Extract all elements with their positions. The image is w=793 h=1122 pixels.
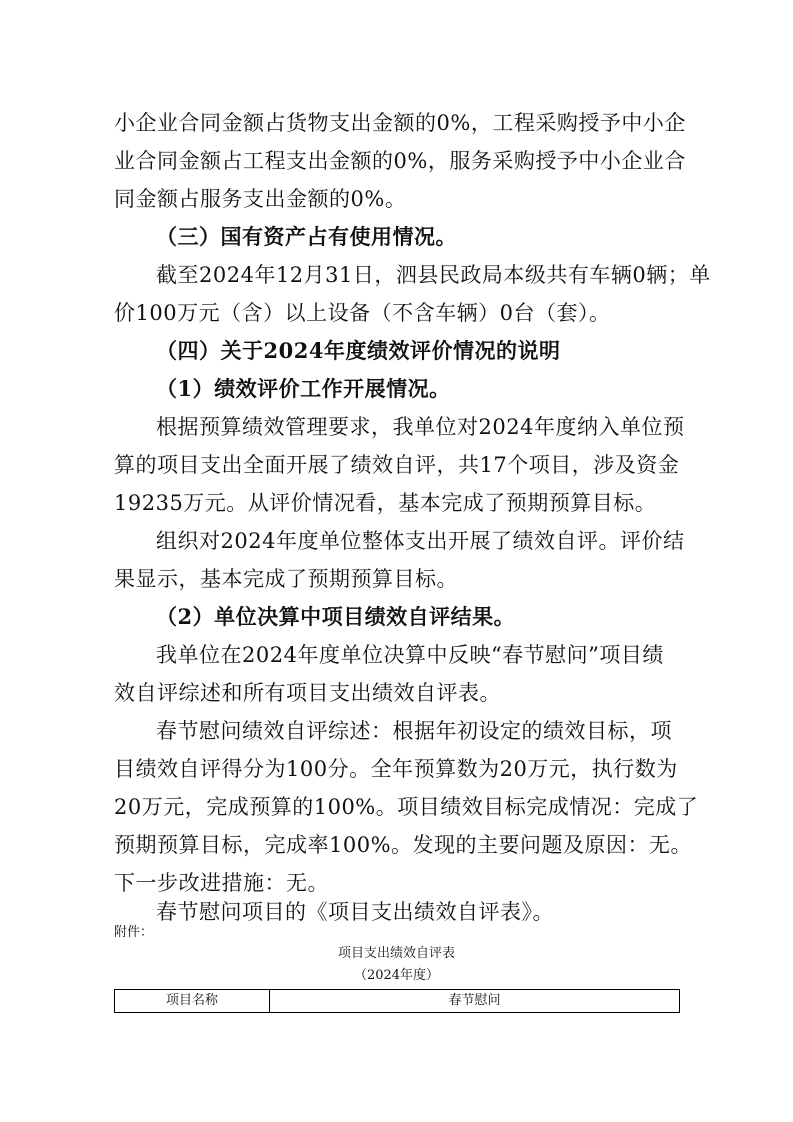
text-line-17: 春节慰问绩效自评综述：根据年初设定的绩效目标，项 <box>156 719 672 743</box>
text-line-9: 根据预算绩效管理要求，我单位对2024年度纳入单位预 <box>156 415 685 439</box>
text-line-18: 目绩效自评得分为100分。全年预算数为20万元，执行数为 <box>114 757 678 781</box>
table-row-label: 项目名称 <box>115 990 270 1012</box>
table-subtitle: （2024年度） <box>353 968 440 983</box>
table-row-value: 春节慰问 <box>448 993 501 1008</box>
text-line-12: 组织对2024年度单位整体支出开展了绩效自评。评价结 <box>156 529 685 553</box>
text-line-20: 预期预算目标，完成率100%。发现的主要问题及原因：无。 <box>114 833 693 857</box>
text-line-22: 春节慰问项目的《项目支出绩效自评表》。 <box>156 900 554 924</box>
text-line-5: 截至2024年12月31日，泗县民政局本级共有车辆0辆；单 <box>156 263 711 287</box>
text-line-2: 业合同金额占工程支出金额的0%，服务采购授予中小企业合 <box>114 149 686 173</box>
attachment-label: 附件： <box>114 925 154 940</box>
text-line-6: 价100万元（含）以上设备（不含车辆）0台（套）。 <box>114 301 611 325</box>
text-line-16: 效自评综述和所有项目支出绩效自评表。 <box>114 681 501 705</box>
section-heading-4: （四）关于2024年度绩效评价情况的说明 <box>156 338 561 363</box>
text-line-21: 下一步改进措施：无。 <box>114 871 329 895</box>
text-line-1: 小企业合同金额占货物支出金额的0%，工程采购授予中小企 <box>114 111 686 135</box>
text-line-3: 同金额占服务支出金额的0%。 <box>114 187 407 211</box>
text-line-10: 算的项目支出全面开展了绩效自评，共17个项目，涉及资金 <box>114 453 680 477</box>
text-line-15: 我单位在2024年度单位决算中反映“春节慰问”项目绩 <box>156 643 664 667</box>
text-line-11: 19235万元。从评价情况看，基本完成了预期预算目标。 <box>114 491 657 515</box>
subsection-heading-2: （2）单位决算中项目绩效自评结果。 <box>156 604 516 629</box>
section-heading-3: （三）国有资产占有使用情况。 <box>156 224 457 249</box>
text-line-19: 20万元，完成预算的100%。项目绩效目标完成情况：完成了 <box>114 795 699 819</box>
text-line-13: 果显示，基本完成了预期预算目标。 <box>114 567 458 591</box>
table-title: 项目支出绩效自评表 <box>337 946 455 961</box>
subsection-heading-1: （1）绩效评价工作开展情况。 <box>156 376 451 401</box>
self-evaluation-table <box>114 989 680 1013</box>
